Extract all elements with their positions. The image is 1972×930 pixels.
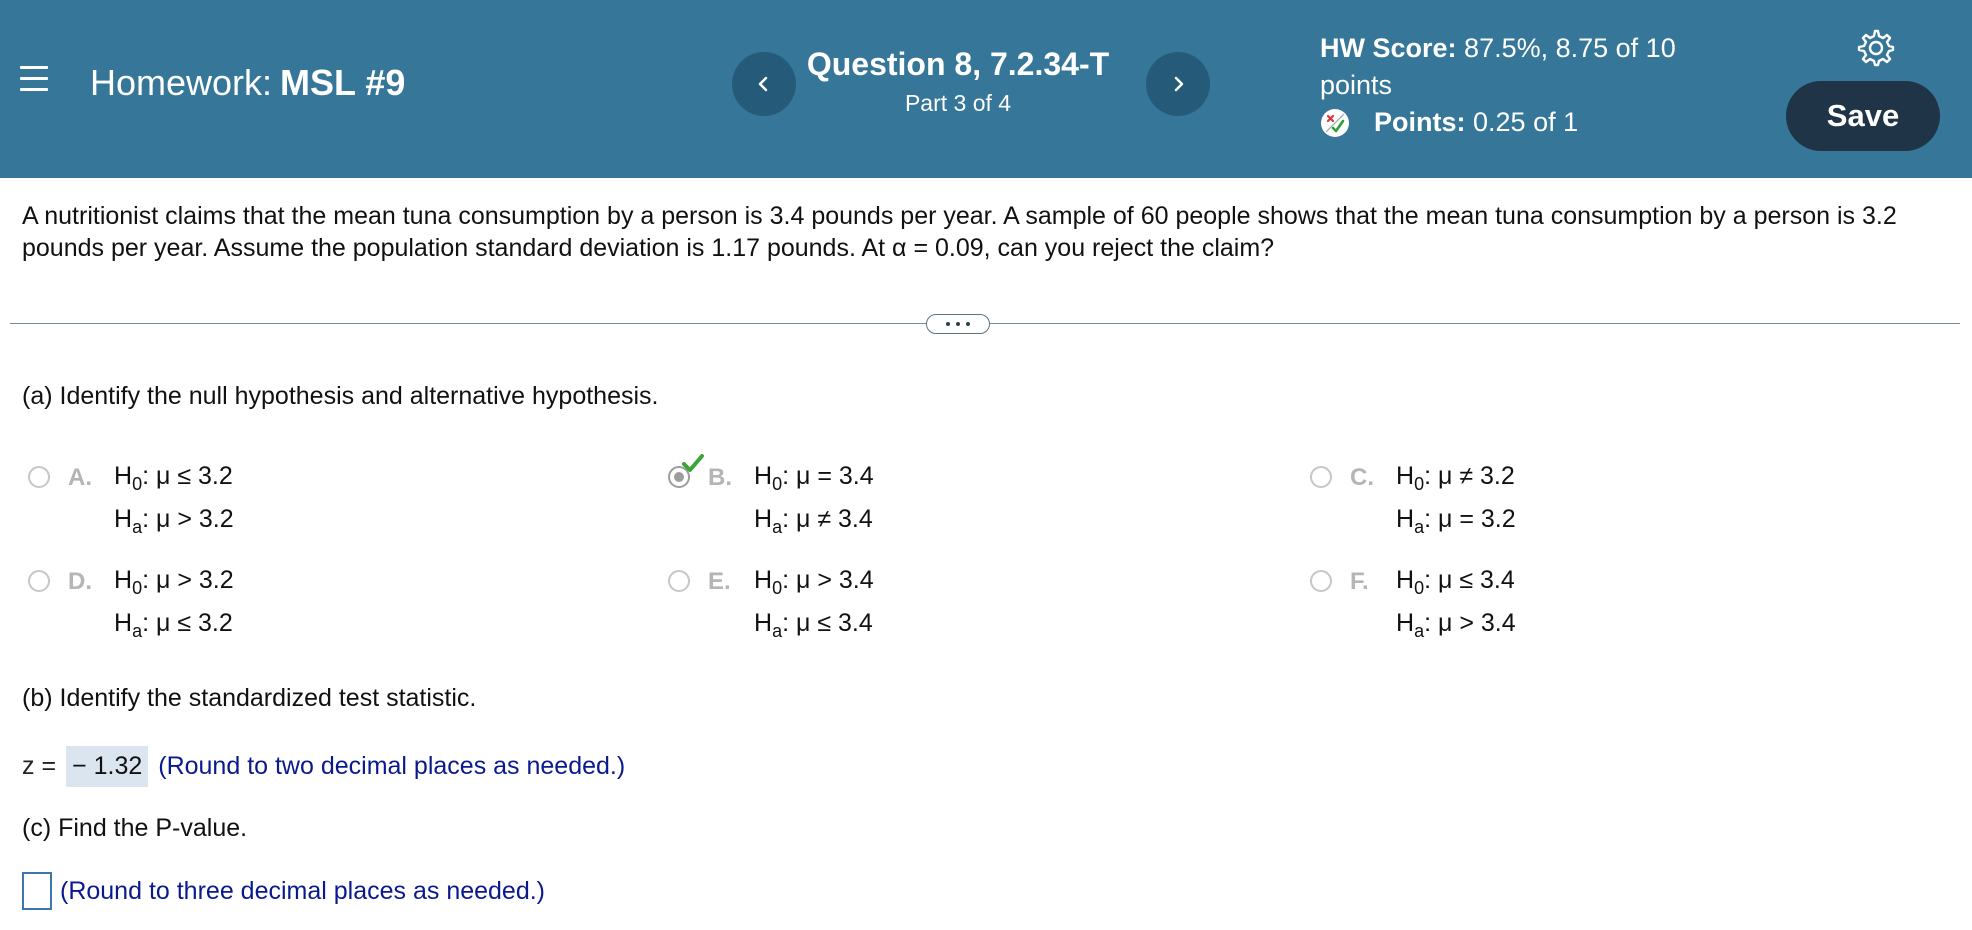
- null-hypothesis: $H_0$: μ ≤ 3.4: [1396, 566, 1515, 598]
- chevron-right-icon: [1169, 75, 1187, 93]
- expand-toggle-button[interactable]: [926, 314, 990, 334]
- hw-score-label: HW Score:: [1320, 33, 1457, 63]
- option-d[interactable]: [28, 566, 648, 656]
- null-hypothesis-relation: μ = 3.4: [795, 462, 874, 490]
- alternative-hypothesis-relation: μ ≠ 3.4: [795, 505, 873, 533]
- radio-option-e[interactable]: [668, 570, 690, 592]
- option-letter: E.: [708, 568, 731, 595]
- radio-option-c[interactable]: [1310, 466, 1332, 488]
- option-letter: B.: [708, 464, 732, 491]
- score-block: [1320, 30, 1676, 141]
- alternative-hypothesis: $H_a$: μ ≤ 3.2: [114, 609, 233, 641]
- option-b[interactable]: [668, 462, 1288, 552]
- alternative-hypothesis: $H_a$: μ = 3.2: [1396, 505, 1516, 537]
- partial-credit-icon: [1320, 108, 1350, 138]
- radio-option-d[interactable]: [28, 570, 50, 592]
- null-hypothesis: $H_0$: μ ≠ 3.2: [1396, 462, 1515, 494]
- option-letter: A.: [68, 464, 92, 491]
- previous-question-button[interactable]: [732, 52, 796, 116]
- part-a-prompt: (a) Identify the null hypothesis and alternative hypothesis.: [22, 382, 659, 410]
- save-button[interactable]: Save: [1786, 81, 1940, 151]
- null-hypothesis-relation: μ ≤ 3.4: [1437, 566, 1515, 594]
- null-hypothesis: $H_0$: μ > 3.2: [114, 566, 234, 598]
- points-label: Points:: [1374, 107, 1466, 137]
- dot-icon: [946, 322, 950, 326]
- homework-title: [90, 62, 405, 104]
- null-hypothesis: $H_0$: μ = 3.4: [754, 462, 874, 494]
- alternative-hypothesis: $H_a$: μ ≤ 3.4: [754, 609, 873, 641]
- null-hypothesis-relation: μ > 3.2: [155, 566, 234, 594]
- null-hypothesis-relation: μ ≤ 3.2: [155, 462, 233, 490]
- question-part: Part 3 of 4: [904, 90, 1012, 116]
- option-letter: D.: [68, 568, 92, 595]
- z-label: z =: [22, 752, 57, 780]
- option-f[interactable]: [1310, 566, 1930, 656]
- points-line: [1320, 104, 1676, 141]
- chevron-left-icon: [755, 75, 773, 93]
- null-hypothesis-relation: μ ≠ 3.2: [1437, 462, 1515, 490]
- problem-statement: A nutritionist claims that the mean tuna consumption by a person is 3.4 pounds per year. A sample of 60 people shows that the mean tuna consumption by a person is 3.2 pounds per year. Assume the population standard deviation is 1.17 pounds. At α = 0.09, can you reject the claim?: [22, 202, 1897, 262]
- p-value-answer-line: [22, 872, 545, 910]
- rounding-hint: (Round to two decimal places as needed.): [158, 752, 626, 780]
- z-answer-line: [22, 746, 625, 787]
- option-c[interactable]: [1310, 462, 1930, 552]
- option-e[interactable]: [668, 566, 1288, 656]
- radio-option-a[interactable]: [28, 466, 50, 488]
- next-question-button[interactable]: [1146, 52, 1210, 116]
- dot-icon: [956, 322, 960, 326]
- radio-option-f[interactable]: [1310, 570, 1332, 592]
- homework-name: MSL #9: [280, 62, 406, 103]
- hw-score-unit: points: [1320, 70, 1393, 100]
- alternative-hypothesis: $H_a$: μ > 3.2: [114, 505, 234, 537]
- z-answer-field[interactable]: − 1.32: [66, 746, 148, 787]
- null-hypothesis-relation: μ > 3.4: [795, 566, 874, 594]
- alternative-hypothesis: $H_a$: μ > 3.4: [1396, 609, 1516, 641]
- menu-icon[interactable]: [20, 66, 48, 92]
- p-value-input[interactable]: [22, 872, 52, 910]
- homework-prefix: Homework:: [90, 62, 273, 103]
- question-title: Question 8, 7.2.34-T: [806, 46, 1110, 82]
- correct-check-icon: [682, 454, 704, 474]
- alternative-hypothesis-relation: μ > 3.4: [1437, 609, 1516, 637]
- alternative-hypothesis-relation: μ ≤ 3.2: [155, 609, 233, 637]
- alternative-hypothesis: $H_a$: μ ≠ 3.4: [754, 505, 873, 537]
- alternative-hypothesis-relation: μ = 3.2: [1437, 505, 1516, 533]
- option-a[interactable]: [28, 462, 648, 552]
- alternative-hypothesis-relation: μ ≤ 3.4: [795, 609, 873, 637]
- part-c-prompt: (c) Find the P-value.: [22, 814, 248, 842]
- null-hypothesis: $H_0$: μ > 3.4: [754, 566, 874, 598]
- gear-icon[interactable]: [1856, 28, 1896, 68]
- points-value: 0.25 of 1: [1473, 107, 1579, 137]
- top-bar: [0, 0, 1972, 178]
- option-letter: C.: [1350, 464, 1374, 491]
- option-letter: F.: [1350, 568, 1369, 595]
- hw-score-value: 87.5%, 8.75 of 10: [1464, 33, 1676, 63]
- alternative-hypothesis-relation: μ > 3.2: [155, 505, 234, 533]
- dot-icon: [966, 322, 970, 326]
- hw-score: [1320, 30, 1676, 67]
- null-hypothesis: $H_0$: μ ≤ 3.2: [114, 462, 233, 494]
- rounding-hint: (Round to three decimal places as needed.): [60, 876, 546, 905]
- part-b-prompt: (b) Identify the standardized test statistic.: [22, 684, 477, 712]
